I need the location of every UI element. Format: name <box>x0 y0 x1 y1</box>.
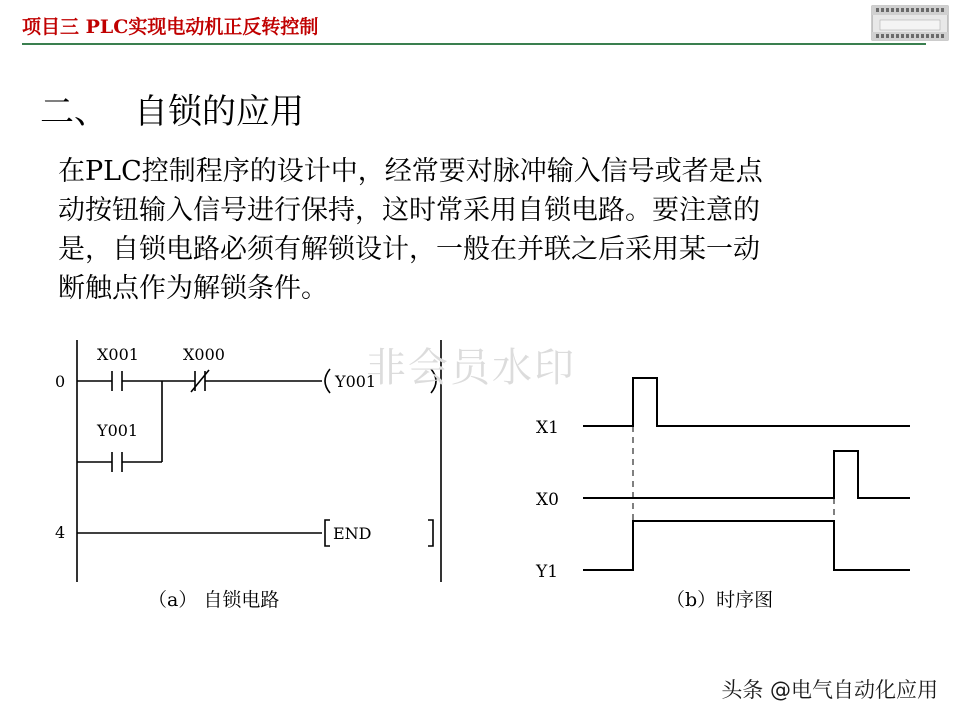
footer-watermark: 头条 @电气自动化应用 <box>721 678 938 702</box>
body-line: 断触点作为解锁条件。 <box>58 273 328 304</box>
timing-diagram <box>583 378 910 570</box>
body-line: 动按钮输入信号进行保持，这时常采用自锁电路。要注意的 <box>58 195 760 226</box>
end-left-bracket <box>325 520 330 546</box>
ladder-caption: （a） 自锁电路 <box>148 589 280 611</box>
step-number-4: 4 <box>55 523 66 542</box>
contact-x001-label: X001 <box>97 345 139 364</box>
body-line: 是，自锁电路必须有解锁设计，一般在并联之后采用某一动 <box>58 234 760 265</box>
contact-y001-label: Y001 <box>97 421 139 440</box>
y1-waveform <box>583 521 910 570</box>
section-number: 二、 <box>40 92 108 132</box>
signal-label-x0: X0 <box>536 490 559 510</box>
header-title: 项目三 PLC实现电动机正反转控制 <box>22 16 319 38</box>
x0-waveform <box>583 451 910 498</box>
timing-caption: （b）时序图 <box>666 589 774 611</box>
end-instruction-label: END <box>333 524 372 543</box>
x1-waveform <box>583 378 910 426</box>
end-right-bracket <box>428 520 433 546</box>
step-number-0: 0 <box>55 372 66 391</box>
signal-label-y1: Y1 <box>536 562 559 582</box>
contact-x000-label: X000 <box>183 345 225 364</box>
body-line: 在PLC控制程序的设计中，经常要对脉冲输入信号或者是点 <box>58 156 763 187</box>
coil-y001-left-arc <box>325 369 330 393</box>
coil-y001-label: Y001 <box>335 372 377 391</box>
watermark-text: 非会员水印 <box>366 345 576 391</box>
signal-label-x1: X1 <box>536 418 559 438</box>
section-title: 自锁的应用 <box>134 92 304 132</box>
